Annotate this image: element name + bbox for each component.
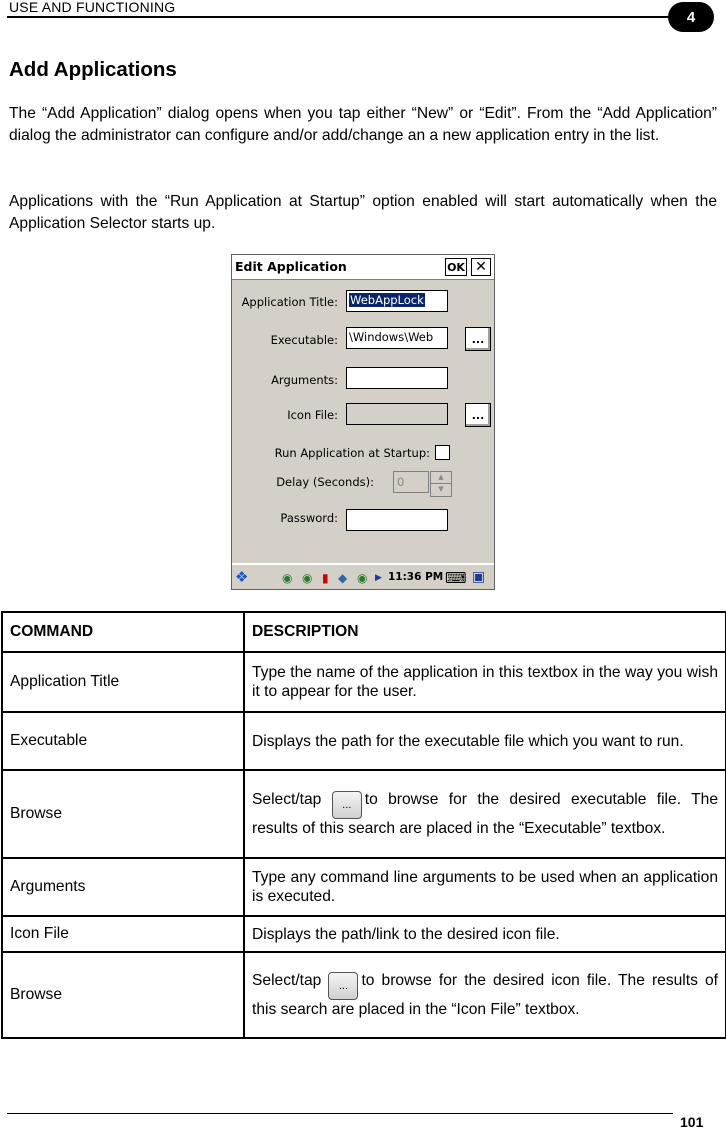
clock: 11:36 PM — [388, 571, 444, 583]
password-input[interactable] — [346, 509, 448, 531]
table-row — [2, 858, 726, 916]
run-startup-label: Run Application at Startup: — [274, 446, 430, 460]
arguments-input[interactable] — [346, 367, 448, 389]
command-table — [1, 611, 726, 1039]
network-icon[interactable]: ◉ — [282, 571, 293, 585]
table-row — [2, 712, 726, 770]
footer-rule — [7, 1113, 673, 1114]
section-heading: Add Applications — [9, 58, 177, 81]
page-number: 101 — [680, 1114, 704, 1130]
chapter-badge: 4 — [668, 2, 714, 32]
command-cell: Application Title — [2, 652, 244, 712]
network-icon[interactable]: ◉ — [302, 571, 313, 585]
description-cell: Type the name of the application in this textbox in the way you wish it to appear for the user. — [244, 652, 726, 712]
table-row — [2, 952, 726, 1038]
command-cell: Executable — [2, 712, 244, 770]
command-cell: Browse — [2, 952, 244, 1038]
running-header: USE AND FUNCTIONING — [9, 0, 176, 15]
edit-application-screenshot — [231, 254, 495, 590]
description-lead: Select/tap — [252, 790, 322, 808]
startup-paragraph: Applications with the “Run Application at Startup” option enabled will start automatically when the Application Selector starts up. — [9, 193, 717, 232]
description-tail: to browse for the desired icon file. The results of this search are placed in the “Icon File” textbox. — [252, 971, 718, 1019]
command-cell: Browse — [2, 770, 244, 858]
browse-button-icon: ... — [328, 972, 358, 1000]
table-header-row — [2, 612, 726, 652]
window-switch-icon[interactable]: ▣ — [472, 569, 486, 585]
description-column-header: DESCRIPTION — [244, 612, 726, 652]
dialog-titlebar — [232, 255, 494, 280]
password-label: Password: — [280, 511, 338, 525]
description-cell — [244, 952, 726, 1038]
command-cell: Icon File — [2, 916, 244, 952]
icon-file-browse-button[interactable]: ... — [465, 403, 491, 427]
description-lead: Select/tap — [252, 971, 322, 989]
description-cell — [244, 770, 726, 858]
table-row — [2, 770, 726, 858]
battery-icon[interactable]: ▮ — [322, 571, 329, 585]
table-row — [2, 652, 726, 712]
windows-start-icon[interactable]: ❖ — [235, 568, 249, 586]
app-title-input[interactable] — [346, 290, 448, 312]
tray-expand-icon[interactable]: ▶ — [375, 573, 382, 583]
spin-down-icon[interactable]: ▼ — [438, 485, 444, 493]
app-title-label: Application Title: — [241, 295, 338, 309]
command-column-header: COMMAND — [2, 612, 244, 652]
connection-icon[interactable]: ◆ — [338, 571, 348, 585]
description-cell: Displays the path for the executable file which you want to run. — [244, 712, 726, 770]
command-cell: Arguments — [2, 858, 244, 916]
taskbar — [232, 563, 494, 590]
ok-button[interactable]: OK — [445, 258, 467, 276]
dialog-title: Edit Application — [235, 259, 347, 274]
header-rule — [7, 16, 671, 18]
description-cell: Type any command line arguments to be used when an application is executed. — [244, 858, 726, 916]
executable-label: Executable: — [270, 333, 338, 347]
description-tail: to browse for the desired executable file. The results of this search are placed in the “Executable” textbox. — [252, 790, 718, 838]
network-icon[interactable]: ◉ — [357, 571, 368, 585]
arguments-label: Arguments: — [271, 373, 338, 387]
browse-button-icon: ... — [332, 791, 362, 819]
spin-up-icon[interactable]: ▲ — [431, 472, 451, 484]
executable-input[interactable]: \Windows\Web — [346, 327, 448, 349]
description-cell: Displays the path/link to the desired icon file. — [244, 916, 726, 952]
app-title-value: WebAppLock — [350, 293, 424, 307]
intro-paragraph: The “Add Application” dialog opens when you tap either “New” or “Edit”. From the “Add Application” dialog the administrator can configure and/or add/change an a new application entry in the list. — [9, 105, 717, 144]
icon-file-input[interactable] — [346, 403, 448, 425]
delay-spinner[interactable] — [430, 471, 452, 497]
keyboard-icon[interactable]: ⌨ — [445, 569, 467, 587]
executable-browse-button[interactable]: ... — [465, 327, 491, 351]
close-button[interactable]: ✕ — [471, 258, 491, 276]
icon-file-label: Icon File: — [287, 408, 338, 422]
delay-label: Delay (Seconds): — [276, 475, 374, 489]
delay-input[interactable]: 0 — [393, 471, 429, 493]
run-startup-checkbox[interactable] — [435, 445, 450, 460]
table-row — [2, 916, 726, 952]
